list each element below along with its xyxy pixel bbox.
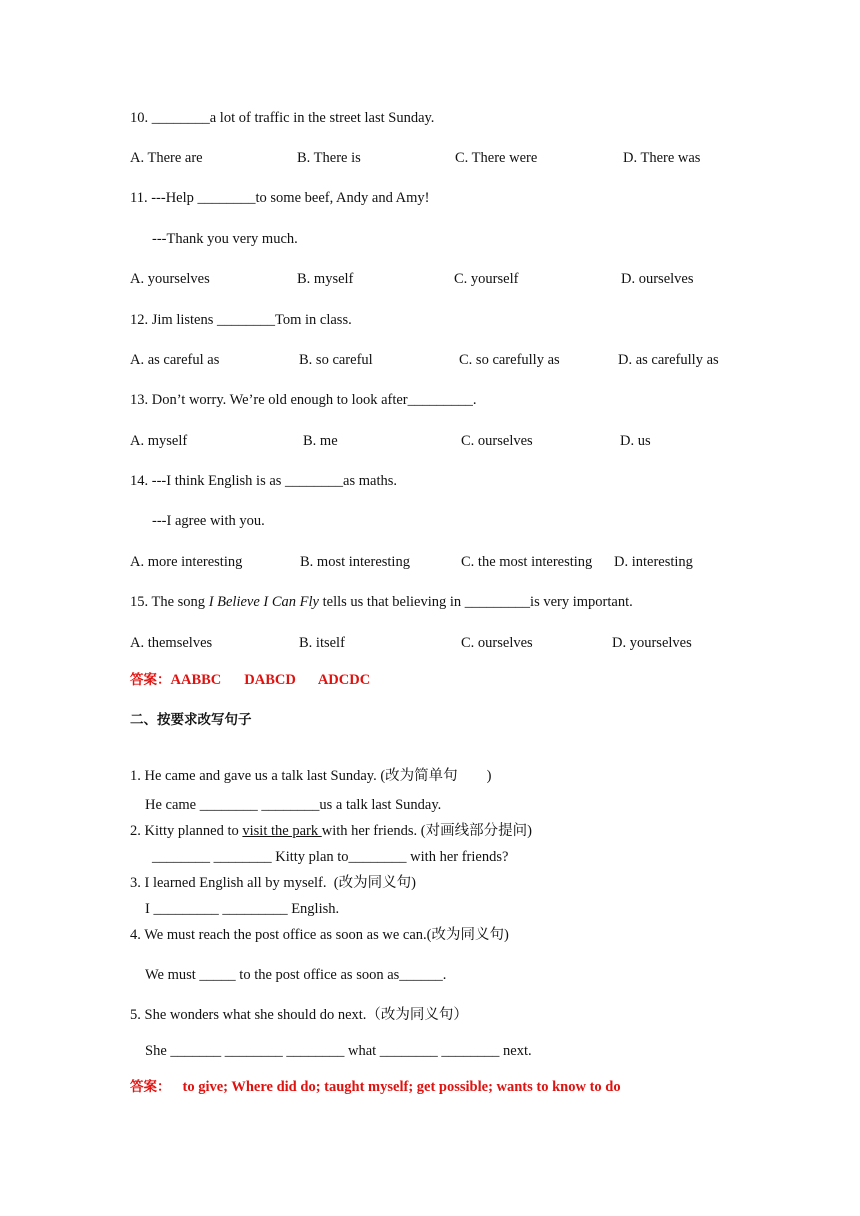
question-12-option-b: B. so careful: [299, 352, 373, 368]
question-12-option-c: C. so carefully as: [459, 352, 560, 368]
question-12-stem: 12. Jim listens ________Tom in class.: [130, 312, 352, 328]
question-15-stem: [130, 593, 633, 611]
question-11-option-c: C. yourself: [454, 271, 519, 287]
question-11-option-b: B. myself: [297, 271, 354, 287]
question-11-reply: ---Thank you very much.: [152, 231, 298, 247]
answer-key-2: [130, 1078, 621, 1096]
rewrite-2-blank: ________ ________ Kitty plan to________ with her friends?: [152, 849, 509, 865]
question-11-option-a: A. yourselves: [130, 271, 210, 287]
question-10-stem: 10. ________a lot of traffic in the street last Sunday.: [130, 110, 435, 126]
rewrite-4-prompt: 4. We must reach the post office as soon as we can.(改为同义句): [130, 927, 509, 943]
rewrite-5-prompt: 5. She wonders what she should do next.（改为同义句）: [130, 1007, 468, 1023]
answer-part-3: ADCDC: [317, 672, 371, 688]
rewrite-1-blank: He came ________ ________us a talk last Sunday.: [145, 797, 442, 813]
rewrite-2-prompt: [130, 822, 532, 840]
question-14-option-b: B. most interesting: [300, 554, 410, 570]
rewrite-2-prefix: 2. Kitty planned to: [130, 823, 243, 839]
rewrite-2-suffix: with her friends. (对画线部分提问): [321, 823, 532, 839]
question-15-stem-prefix: 15. The song: [130, 594, 209, 610]
answer-key-1: [130, 671, 370, 689]
question-13-stem: 13. Don’t worry. We’re old enough to look after_________.: [130, 392, 477, 408]
question-10-option-a: A. There are: [130, 150, 203, 166]
question-11-option-d: D. ourselves: [621, 271, 694, 287]
answer-label: 答案：: [130, 1079, 171, 1095]
question-13-option-b: B. me: [303, 433, 338, 449]
answer-part-1: AABBC: [170, 672, 222, 688]
question-10-option-c: C. There were: [455, 150, 538, 166]
answer-label: 答案：: [130, 672, 171, 688]
question-13-option-a: A. myself: [130, 433, 188, 449]
question-15-option-b: B. itself: [299, 635, 345, 651]
question-12-option-d: D. as carefully as: [618, 352, 719, 368]
question-13-option-c: C. ourselves: [461, 433, 533, 449]
answer-part-2: DABCD: [244, 672, 296, 688]
question-10-option-d: D. There was: [623, 150, 701, 166]
rewrite-4-blank: We must _____ to the post office as soon as______.: [145, 967, 447, 983]
rewrite-3-prompt: 3. I learned English all by myself. (改为同义句): [130, 875, 416, 891]
question-11-stem: 11. ---Help ________to some beef, Andy and Amy!: [130, 190, 430, 206]
question-15-option-a: A. themselves: [130, 635, 213, 651]
rewrite-3-blank: I _________ _________ English.: [145, 901, 340, 917]
answer-text: to give; Where did do; taught myself; get possible; wants to know to do: [182, 1079, 621, 1095]
question-14-reply: ---I agree with you.: [152, 513, 265, 529]
question-14-stem: 14. ---I think English is as ________as maths.: [130, 473, 398, 489]
question-14-option-a: A. more interesting: [130, 554, 243, 570]
question-15-option-c: C. ourselves: [461, 635, 533, 651]
question-12-option-a: A. as careful as: [130, 352, 220, 368]
question-15-stem-suffix: tells us that believing in _________is very important.: [319, 594, 633, 610]
question-15-option-d: D. yourselves: [612, 635, 692, 651]
question-14-option-d: D. interesting: [614, 554, 693, 570]
question-13-option-d: D. us: [620, 433, 651, 449]
section-2-heading: 二、按要求改写句子: [130, 712, 252, 728]
rewrite-5-blank: She _______ ________ ________ what ________ ________ next.: [145, 1043, 532, 1059]
question-10-option-b: B. There is: [297, 150, 361, 166]
rewrite-1-prompt: 1. He came and gave us a talk last Sunday. (改为简单句 ): [130, 768, 492, 784]
underlined-phrase: visit the park: [242, 823, 322, 839]
question-14-option-c: C. the most interesting: [461, 554, 593, 570]
song-title: I Believe I Can Fly: [208, 594, 319, 610]
